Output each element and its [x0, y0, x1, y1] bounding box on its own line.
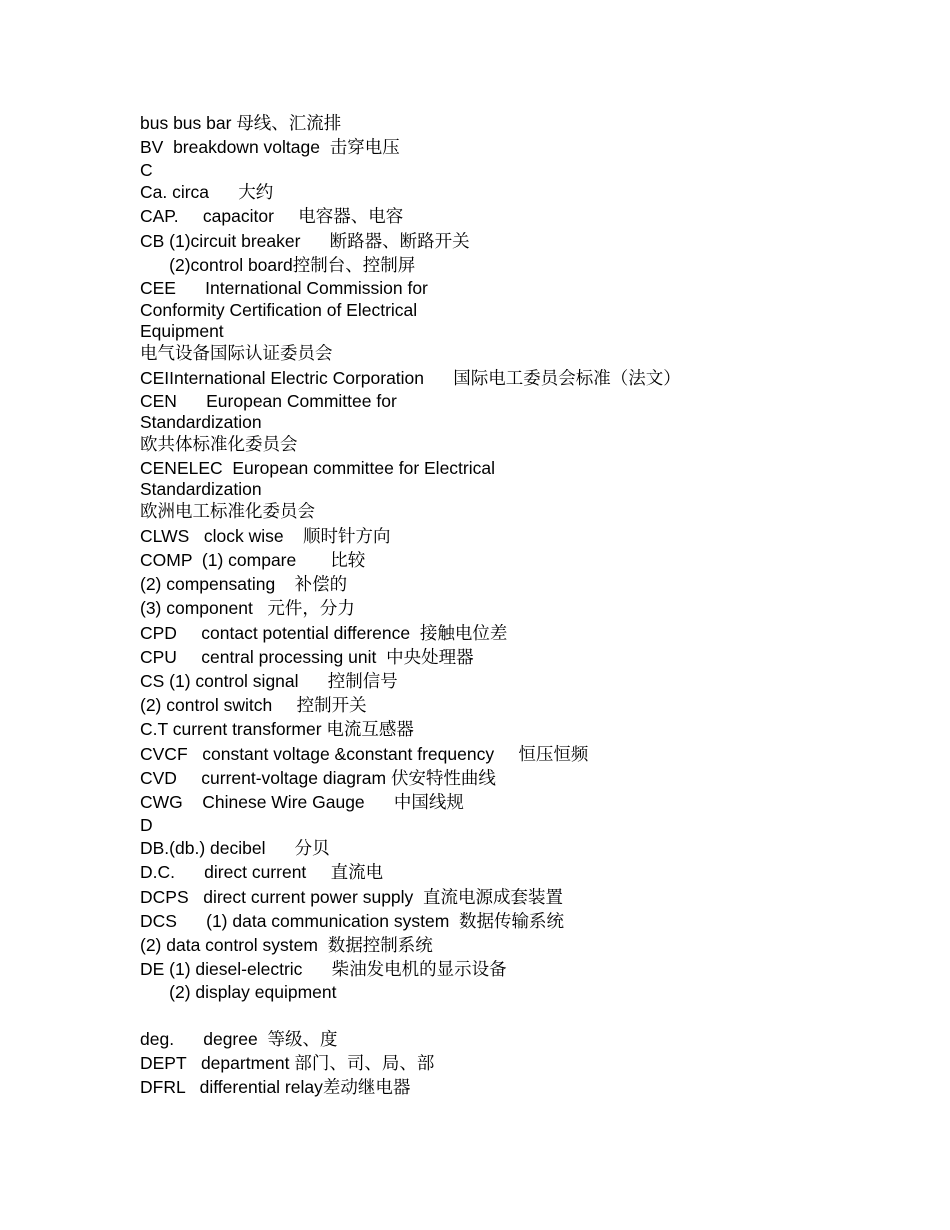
entry-en: CENELEC European committee for Electrical: [140, 458, 495, 478]
entry-en: CPU central processing unit: [140, 647, 387, 667]
entry-en: Standardization: [140, 479, 262, 499]
entry-line-bus: [140, 112, 341, 135]
entry-en: CWG Chinese Wire Gauge: [140, 792, 394, 812]
entry-en: CPD contact potential difference: [140, 623, 420, 643]
entry-en: DFRL differential relay: [140, 1077, 323, 1097]
entry-cn: 中央处理器: [386, 648, 474, 668]
entry-en: CLWS clock wise: [140, 526, 304, 546]
entry-en: C.T current transformer: [140, 719, 327, 739]
entry-en: DE (1) diesel-electric: [140, 959, 332, 979]
entry-line-comp-1: [140, 549, 365, 572]
entry-cn: 恒压恒频: [518, 745, 589, 765]
entry-line-cee-cn: [140, 342, 333, 365]
entry-cn: 伏安特性曲线: [390, 769, 496, 789]
entry-en: CB (1)circuit breaker: [140, 231, 330, 251]
entry-line-cee: [140, 277, 428, 300]
entry-en: BV breakdown voltage: [140, 137, 330, 157]
section-letter-d: [140, 814, 153, 837]
entry-cn: 接触电位差: [419, 624, 508, 644]
entry-line-cee-cont: [140, 320, 224, 343]
entry-line-cei: [140, 367, 681, 390]
entry-cn: 控制开关: [296, 696, 367, 716]
entry-cn: 差动继电器: [322, 1078, 411, 1098]
entry-en: (2) control switch: [140, 695, 297, 715]
entry-cn: 数据控制系统: [327, 936, 433, 956]
entry-line-cvd: [140, 767, 496, 790]
entry-line-de-1: [140, 958, 507, 981]
entry-en: CVD current-voltage diagram: [140, 768, 391, 788]
entry-en: Conformity Certification of Electrical: [140, 300, 418, 320]
entry-cn: 欧洲电工标准化委员会: [140, 502, 315, 522]
entry-line-clws: [140, 525, 391, 548]
entry-line-cs-2: [140, 694, 367, 717]
entry-line-dcs-1: [140, 910, 564, 933]
entry-en: DEPT department: [140, 1053, 295, 1073]
entry-cn: 补偿的: [294, 575, 348, 595]
entry-line-cvcf: [140, 743, 588, 766]
entry-line-cen: [140, 390, 397, 413]
entry-cn: 中国线规: [393, 793, 464, 813]
entry-line-dc: [140, 861, 383, 884]
entry-cn: 国际电工委员会标准（法文）: [453, 369, 681, 389]
entry-line-de-2: [140, 981, 336, 1004]
entry-cn: 大约: [238, 183, 274, 203]
entry-line-ct: [140, 718, 414, 741]
entry-cn: 元件，分力: [267, 599, 355, 619]
entry-en: DCS (1) data communication system: [140, 911, 459, 931]
entry-line-cb-1: [140, 230, 470, 253]
entry-en: (3) component: [140, 598, 268, 618]
entry-cn: 欧共体标准化委员会: [140, 435, 298, 455]
entry-cn: 母线、汇流排: [236, 114, 342, 134]
entry-cn: 柴油发电机的显示设备: [331, 960, 507, 980]
entry-cn: 数据传输系统: [459, 912, 564, 932]
entry-cn: 电容器、电容: [298, 207, 404, 227]
entry-line-cs-1: [140, 670, 398, 693]
entry-en: CEIInternational Electric Corporation: [140, 368, 454, 388]
entry-en: CVCF constant voltage &constant frequency: [140, 744, 519, 764]
entry-line-deg: [140, 1028, 337, 1051]
entry-line-cen-cn: [140, 433, 298, 456]
entry-line-dfrl: [140, 1076, 410, 1099]
entry-en: DCPS direct current power supply: [140, 887, 424, 907]
entry-line-cpu: [140, 646, 474, 669]
entry-line-dcps: [140, 886, 563, 909]
entry-en: (2) compensating: [140, 574, 295, 594]
entry-line-dept: [140, 1052, 434, 1075]
entry-en: CS (1) control signal: [140, 671, 328, 691]
entry-line-ca: [140, 181, 273, 204]
entry-cn: 部门、司、局、部: [294, 1054, 435, 1074]
entry-en: bus bus bar: [140, 113, 237, 133]
entry-cn: 电流互感器: [326, 720, 414, 740]
entry-cn: 控制台、控制屏: [292, 256, 416, 276]
entry-line-cenelec: [140, 457, 495, 480]
entry-cn: 直流电源成套装置: [423, 888, 564, 908]
entry-en: (2)control board: [140, 255, 293, 275]
entry-line-comp-2: [140, 573, 347, 596]
entry-line-cenelec-cont: [140, 478, 262, 501]
entry-en: DB.(db.) decibel: [140, 838, 295, 858]
entry-en: (2) data control system: [140, 935, 328, 955]
entry-en: CAP. capacitor: [140, 206, 299, 226]
entry-line-cen-cont: [140, 411, 262, 434]
entry-en: Equipment: [140, 321, 224, 341]
entry-en: CEE International Commission for: [140, 278, 428, 298]
entry-cn: 顺时针方向: [303, 527, 391, 547]
entry-cn: 控制信号: [327, 672, 398, 692]
entry-en: D.C. direct current: [140, 862, 331, 882]
entry-line-cenelec-cn: [140, 500, 315, 523]
entry-cn: 分贝: [294, 839, 330, 859]
section-letter-c: [140, 159, 153, 182]
entry-en: (2) display equipment: [140, 982, 337, 1002]
entry-line-db: [140, 837, 330, 860]
entry-line-cee-cont: [140, 299, 417, 322]
entry-en: deg. degree: [140, 1029, 268, 1049]
entry-en: C: [140, 160, 153, 180]
entry-en: D: [140, 815, 153, 835]
entry-cn: 直流电: [330, 863, 384, 883]
entry-en: CEN European Committee for: [140, 391, 397, 411]
entry-line-cb-2: [140, 254, 415, 277]
entry-en: COMP (1) compare: [140, 550, 331, 570]
entry-line-cpd: [140, 622, 507, 645]
entry-cn: 击穿电压: [329, 138, 400, 158]
entry-line-comp-3: [140, 597, 355, 620]
entry-en: Ca. circa: [140, 182, 239, 202]
entry-cn: 电气设备国际认证委员会: [140, 344, 333, 364]
entry-line-dcs-2: [140, 934, 433, 957]
entry-cn: 断路器、断路开关: [329, 232, 470, 252]
entry-en: Standardization: [140, 412, 262, 432]
entry-line-cap: [140, 205, 403, 228]
entry-cn: 等级、度: [267, 1030, 338, 1050]
entry-cn: 比较: [330, 551, 366, 571]
entry-line-cwg: [140, 791, 464, 814]
entry-line-bv: [140, 136, 400, 159]
